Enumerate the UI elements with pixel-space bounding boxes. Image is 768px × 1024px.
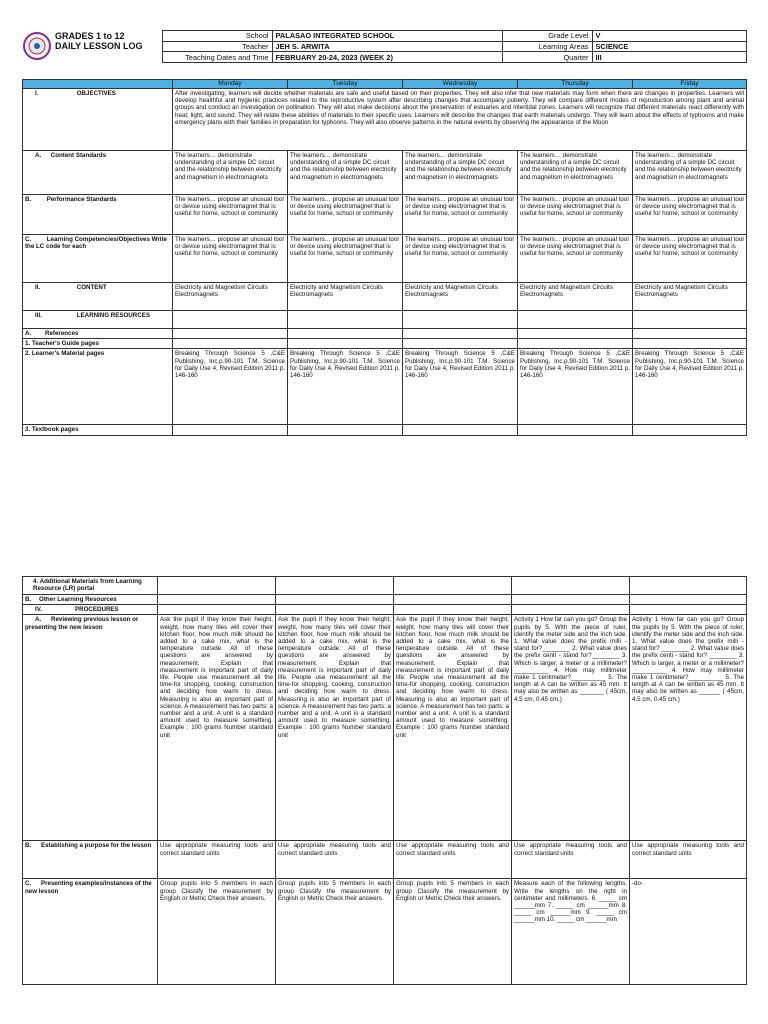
content-std-mon: The learners… demonstrate understanding of a simple DC circuit and the relationship between electricity and magnetism in electromagnets <box>173 151 288 195</box>
ref-wed <box>403 329 518 339</box>
lr-label: LEARNING RESOURCES <box>76 312 150 319</box>
review-label-cell <box>23 615 158 841</box>
tg-wed <box>403 339 518 349</box>
examples-label-cell <box>23 879 158 985</box>
content-label: CONTENT <box>76 284 107 291</box>
school-label: School <box>162 31 272 42</box>
performance-standards-row <box>23 195 747 235</box>
purpose-wed: Use appropriate measuring tools and correct standard units <box>394 841 512 879</box>
examples-row <box>23 879 747 985</box>
tb-thu <box>518 425 633 435</box>
lc-tue: The learners… propose an unusual tool or device using electromagnet that is useful for home, school or community <box>288 235 403 283</box>
lc-label-cell <box>23 235 173 283</box>
tb-mon <box>173 425 288 435</box>
lc-fri: The learners… propose an unusual tool or device using electromagnet that is useful for home, school or community <box>633 235 747 283</box>
day-thursday: Thursday <box>518 80 633 89</box>
purpose-num: B. <box>25 842 32 850</box>
lm-mon: Breaking Through Science 5 ,C&E Publishing, Inc.p.90-101 T.M. Science for Daily Use 4, Revised Edition 2011 p. 146-160 <box>173 349 288 425</box>
ref-fri <box>633 329 747 339</box>
lm-wed: Breaking Through Science 5 ,C&E Publishing, Inc.p.90-101 T.M. Science for Daily Use 4, Revised Edition 2011 p. 146-160 <box>403 349 518 425</box>
other-resources-row <box>23 595 747 605</box>
lesson-table-part2 <box>22 576 747 985</box>
tg-tue <box>288 339 403 349</box>
teacher-value: JEH S. ARWITA <box>272 41 502 52</box>
day-wednesday: Wednesday <box>403 80 518 89</box>
content-num: II. <box>35 284 41 291</box>
review-mon: Ask the pupil if they know their height, weight, how many tiles will cover their kitchen floor, how much milk should be added to a cake mix, what is the temperature outside. All of these questions are answered by measurement. Explain that measurement is important part of daily life. People use measurement all the time-for shopping, cooking, construction and deciding how warm to dress. Measuring is also an important part of science. A measurement has two parts: a number and a unit. A unit is a standard amount used to measure something. Example : 100 grams Number standard unit <box>158 615 276 841</box>
tb-tue <box>288 425 403 435</box>
lc-wed: The learners… propose an unusual tool or device using electromagnet that is useful for home, school or community <box>403 235 518 283</box>
day-tuesday: Tuesday <box>288 80 403 89</box>
proc-num: IV. <box>35 606 42 614</box>
content-fri: Electricity and Magnetism Circuits Electromagnets <box>633 283 747 311</box>
perf-std-num: B. <box>25 196 32 203</box>
content-tue: Electricity and Magnetism Circuits Electromagnets <box>288 283 403 311</box>
lr-wed <box>403 311 518 329</box>
day-monday: Monday <box>173 80 288 89</box>
content-row <box>23 283 747 311</box>
lr-tue <box>288 311 403 329</box>
grade-value: V <box>592 31 746 42</box>
tg-fri <box>633 339 747 349</box>
perf-std-label: Performance Standards <box>46 196 117 203</box>
examples-tue: Group pupils into 5 members in each group Classify the measurement by English or Metric Check their answers. <box>276 879 394 985</box>
dates-value: FEBRUARY 20-24, 2023 (WEEK 2) <box>272 52 502 63</box>
lr-mon <box>173 311 288 329</box>
tg-label: 1. Teacher's Guide pages <box>23 339 173 349</box>
review-wed: Ask the pupil if they know their height, weight, how many tiles will cover their kitchen floor, how much milk should be added to a cake mix, what is the temperature outside. All of these questions are answered by measurement. Explain that measurement is important part of daily life. People use measurement all the time-for shopping, cooking, construction and deciding how warm to dress. Measuring is also an important part of science. A measurement has two parts: a number and a unit. A unit is a standard amount used to measure something. Example : 100 grams Number standard unit <box>394 615 512 841</box>
proc-mon <box>158 605 276 615</box>
day-header-blank <box>23 80 173 89</box>
tb-wed <box>403 425 518 435</box>
review-thu: Activity 1 How far can you go? Group the pupils by 5. With the piece of ruler, identify the meter side and the inch side. 1. What value does the prefix milli - stand for?________ 2. What value does the prefix centi - stand for?________ 3. Which is larger, a meter or a millimeter?__________ 4. How may millimeter make 1 centimeter?__________ 5. The length at A can be written as 45 mm. It may also be written as _______ ( 45cm, 4.5 cm, 0.45 cm.) <box>512 615 630 841</box>
content-std-fri: The learners… demonstrate understanding of a simple DC circuit and the relationship between electricity and magnetism in electromagnets <box>633 151 747 195</box>
tg-thu <box>518 339 633 349</box>
title-line2: DAILY LESSON LOG <box>55 41 143 52</box>
content-standards-row <box>23 151 747 195</box>
content-std-tue: The learners… demonstrate understanding of a simple DC circuit and the relationship between electricity and magnetism in electromagnets <box>288 151 403 195</box>
ref-label: References <box>45 330 79 337</box>
objectives-text: After investigating, learners will decide whether materials are safe and useful based on their properties. They will also infer that new materials may form when there are changes in properties. Learners will develop healthful and hygienic practices related to the reproductive system after describing changes that accompany puberty. They will compare different modes of reproduction among plant and animal groups and conduct an investigation on pollination. They will also make decisions about the preservation of estuaries and intertidal zones. Learners will recognize that different materials react differently with heat, light, and sound. They will relate these abilities of materials to their specific uses. Learners will describe the changes that earth materials undergo. They will learn about the effects of typhoons and make emergency plans with their families in preparation for typhoons. They will also observe patterns in the natural events by observing the appearance of the Moon <box>173 89 747 151</box>
am-tue <box>276 577 394 595</box>
objectives-num: I. <box>35 90 39 97</box>
purpose-mon: Use appropriate measuring tools and correct standard units <box>158 841 276 879</box>
lr-fri <box>633 311 747 329</box>
olr-thu <box>512 595 630 605</box>
am-wed <box>394 577 512 595</box>
review-row <box>23 615 747 841</box>
objectives-row <box>23 89 747 151</box>
examples-wed: Group pupils into 5 members in each group Classify the measurement by English or Metric Check their answers. <box>394 879 512 985</box>
area-value: SCIENCE <box>592 41 746 52</box>
purpose-label-cell <box>23 841 158 879</box>
content-std-label: Content Standards <box>50 152 107 159</box>
objectives-label-cell <box>23 89 173 151</box>
quarter-value: III <box>592 52 746 63</box>
teachers-guide-row <box>23 339 747 349</box>
day-friday: Friday <box>633 80 747 89</box>
lc-thu: The learners… propose an unusual tool or device using electromagnet that is useful for home, school or community <box>518 235 633 283</box>
proc-label-cell <box>23 605 158 615</box>
purpose-fri: Use appropriate measuring tools and correct standard units <box>630 841 747 879</box>
learners-material-row <box>23 349 747 425</box>
am-label: 4. Additional Materials from Learning Resource (LR) portal <box>23 577 158 595</box>
lr-label-cell <box>23 311 173 329</box>
grade-label: Grade Level <box>502 31 592 42</box>
tb-fri <box>633 425 747 435</box>
proc-wed <box>394 605 512 615</box>
references-row <box>23 329 747 339</box>
lm-fri: Breaking Through Science 5 ,C&E Publishing, Inc.p.90-101 T.M. Science for Daily Use 4, Revised Edition 2011 p. 146-160 <box>633 349 747 425</box>
purpose-tue: Use appropriate measuring tools and correct standard units <box>276 841 394 879</box>
purpose-thu: Use appropriate measuring tools and correct standard units <box>512 841 630 879</box>
content-thu: Electricity and Magnetism Circuits Electromagnets <box>518 283 633 311</box>
perf-std-mon: The learners… propose an unusual tool or device using electromagnet that is useful for home, school or community <box>173 195 288 235</box>
lm-label: 2. Learner's Material pages <box>23 349 173 425</box>
olr-label: Other Learning Resources <box>39 596 117 603</box>
olr-wed <box>394 595 512 605</box>
teacher-label: Teacher <box>162 41 272 52</box>
lr-thu <box>518 311 633 329</box>
lesson-table-part1 <box>22 79 747 436</box>
area-label: Learning Areas <box>502 41 592 52</box>
olr-fri <box>630 595 747 605</box>
examples-label: Presenting examples/instances of the new lesson <box>25 880 152 895</box>
am-thu <box>512 577 630 595</box>
perf-std-fri: The learners… propose an unusual tool or device using electromagnet that is useful for home, school or community <box>633 195 747 235</box>
review-fri: Activity 1 How far can you go? Group the pupils by 5. With the piece of ruler, identify the meter side and the inch side. 1. What value does the prefix milli - stand for? ________ 2. What value does the prefix centi - stand for? ________ 3. Which is larger, a meter or a millimeter?__________ 4. How may millimeter make 1 centimeter?__________ 5. The length at A can be written as 45 mm. It may also be written as ______ ( 45cm, 4.5 cm, 0.45 cm.) <box>630 615 747 841</box>
examples-mon: Group pupils into 5 members in each group Classify the measurement by English or Metric Check their answers. <box>158 879 276 985</box>
lr-num: III. <box>35 312 42 319</box>
tb-label: 3. Textbook pages <box>23 425 173 435</box>
objectives-label: OBJECTIVES <box>76 90 116 97</box>
content-std-num: A. <box>35 152 42 159</box>
ref-num: A. <box>25 330 32 337</box>
day-header-row <box>23 80 747 89</box>
am-mon <box>158 577 276 595</box>
additional-materials-row <box>23 577 747 595</box>
olr-num: B. <box>25 596 32 603</box>
competencies-row <box>23 235 747 283</box>
content-standards-label-cell <box>23 151 173 195</box>
ref-label-cell <box>23 329 173 339</box>
content-std-wed: The learners… demonstrate understanding of a simple DC circuit and the relationship between electricity and magnetism in electromagnets <box>403 151 518 195</box>
lc-mon: The learners… propose an unusual tool or device using electromagnet that is useful for home, school or community <box>173 235 288 283</box>
purpose-row <box>23 841 747 879</box>
content-label-cell <box>23 283 173 311</box>
title-spacer <box>52 52 162 63</box>
perf-std-wed: The learners… propose an unusual tool or device using electromagnet that is useful for home, school or community <box>403 195 518 235</box>
school-value: PALASAO INTEGRATED SCHOOL <box>272 31 502 42</box>
learning-resources-row <box>23 311 747 329</box>
tg-mon <box>173 339 288 349</box>
lc-label: Learning Competencies/Objectives Write the LC code for each <box>25 236 167 251</box>
title-line1: GRADES 1 to 12 <box>55 30 125 41</box>
textbook-row <box>23 425 747 435</box>
review-tue: Ask the pupil if they know their height, weight, how many tiles will cover their kitchen floor, how much milk should be added to a cake mix, what is the temperature outside. All of these questions are answered by measurement. Explain that measurement is important part of daily life. People use measurement all the time-for shopping, cooking, construction and deciding how warm to dress. Measuring is also an important part of science. A measurement has two parts: a number and a unit. A unit is a standard amount used to measure something. Example : 100 grams Number standard unit <box>276 615 394 841</box>
proc-fri <box>630 605 747 615</box>
perf-std-tue: The learners… propose an unusual tool or device using electromagnet that is useful for home, school or community <box>288 195 403 235</box>
proc-thu <box>512 605 630 615</box>
lm-tue: Breaking Through Science 5 ,C&E Publishing, Inc.p.90-101 T.M. Science for Daily Use 4, Revised Edition 2011 p. 146-160 <box>288 349 403 425</box>
deped-seal-icon <box>22 31 52 61</box>
deped-seal-cell <box>22 31 52 63</box>
examples-num: C. <box>25 880 32 888</box>
examples-fri: -do- <box>630 879 747 985</box>
ref-mon <box>173 329 288 339</box>
perf-std-label-cell <box>23 195 173 235</box>
lm-thu: Breaking Through Science 5 ,C&E Publishing, Inc.p.90-101 T.M. Science for Daily Use 4, Revised Edition 2011 p. 146-160 <box>518 349 633 425</box>
proc-tue <box>276 605 394 615</box>
olr-tue <box>276 595 394 605</box>
ref-tue <box>288 329 403 339</box>
content-std-thu: The learners… demonstrate understanding of a simple DC circuit and the relationship between electricity and magnetism in electromagnets <box>518 151 633 195</box>
olr-label-cell <box>23 595 158 605</box>
quarter-label: Quarter <box>502 52 592 63</box>
am-fri <box>630 577 747 595</box>
review-num: A. <box>35 616 42 624</box>
lc-num: C. <box>25 236 32 243</box>
header-table <box>22 30 747 63</box>
procedures-row <box>23 605 747 615</box>
purpose-label: Establishing a purpose for the lesson <box>41 842 152 850</box>
review-label: Reviewing previous lesson or presenting the new lesson <box>25 616 139 631</box>
ref-thu <box>518 329 633 339</box>
olr-mon <box>158 595 276 605</box>
content-mon: Electricity and Magnetism Circuits Electromagnets <box>173 283 288 311</box>
content-wed: Electricity and Magnetism Circuits Electromagnets <box>403 283 518 311</box>
proc-label: PROCEDURES <box>75 606 119 614</box>
dates-label: Teaching Dates and Time <box>162 52 272 63</box>
examples-thu: Measure each of the following lengths. Write the lengths on the right in centimeter and millimeters. 6. _____ cm ______mm 7. _____ cm ______mm 8. _____ cm ______mm 9. _____ cm ______mm 10. _____ cm ______mm <box>512 879 630 985</box>
perf-std-thu: The learners… propose an unusual tool or device using electromagnet that is useful for home, school or community <box>518 195 633 235</box>
